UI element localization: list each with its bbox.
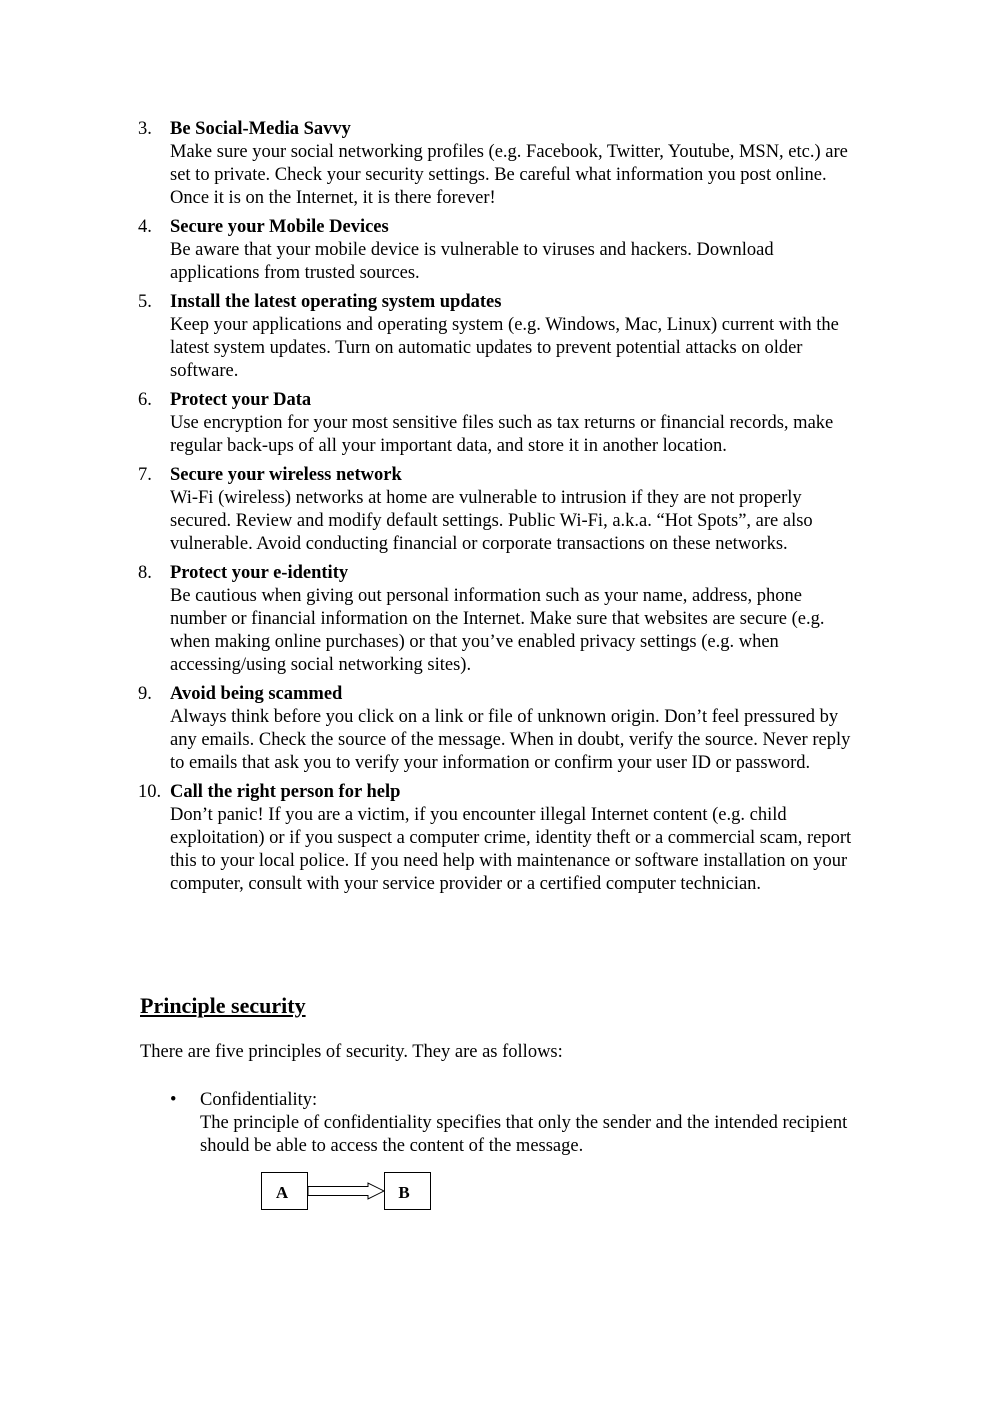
tip-body: Make sure your social networking profiles (e.g. Facebook, Twitter, Youtube, MSN, etc.) are set to private. Check your security settings. Be careful what information you post online. Once it is on the Internet, it is there forever! xyxy=(170,142,848,208)
tip-title: Protect your Data xyxy=(170,390,312,410)
bullet-title: Confidentiality: xyxy=(200,1090,318,1110)
tip-title: Protect your e-identity xyxy=(170,563,349,583)
tip-number: 3. xyxy=(138,119,152,139)
tip-number: 8. xyxy=(138,563,152,583)
arrow-a-to-b xyxy=(308,1183,384,1199)
tip-number: 7. xyxy=(138,465,152,485)
tip-number: 4. xyxy=(138,217,152,237)
box-b-label: B xyxy=(398,1183,410,1202)
tip-number: 10. xyxy=(138,782,162,802)
tip-body: Wi-Fi (wireless) networks at home are vulnerable to intrusion if they are not properly secured. Review and modify default settings. Public Wi-Fi, a.k.a. “Hot Spots”, are also vulnerable. Avoid conducting financial or corporate transactions on these networks. xyxy=(170,488,813,554)
box-a-label: A xyxy=(275,1183,289,1202)
section-intro: There are five principles of security. They are as follows: xyxy=(140,1042,563,1062)
tip-number: 6. xyxy=(138,390,152,410)
tip-number: 5. xyxy=(138,292,152,312)
section-heading: Principle security xyxy=(140,993,306,1018)
tip-body: Be cautious when giving out personal information such as your name, address, phone number or financial information on the Internet. Make sure that websites are secure (e.g. when making online purchases) or that you’ve enabled privacy settings (e.g. when accessing/using social networking sites). xyxy=(170,586,825,675)
tip-body: Keep your applications and operating system (e.g. Windows, Mac, Linux) current with the latest system updates. Turn on automatic updates to prevent potential attacks on older software. xyxy=(170,315,839,381)
bullet-marker: • xyxy=(170,1090,177,1110)
tip-body: Use encryption for your most sensitive files such as tax returns or financial records, make regular back-ups of all your important data, and store it in another location. xyxy=(170,413,834,456)
tip-title: Call the right person for help xyxy=(170,782,401,802)
tip-title: Secure your Mobile Devices xyxy=(170,217,389,237)
tip-number: 9. xyxy=(138,684,152,704)
bullet-body: The principle of confidentiality specifies that only the sender and the intended recipient should be able to access the content of the message. xyxy=(200,1113,848,1156)
tip-body: Don’t panic! If you are a victim, if you encounter illegal Internet content (e.g. child exploitation) or if you suspect a computer crime, identity theft or a commercial scam, report this to your local police. If you need help with maintenance or software installation on your computer, consult with your service provider or a certified computer technician. xyxy=(170,805,852,894)
tip-title: Secure your wireless network xyxy=(170,465,402,485)
tip-body: Be aware that your mobile device is vulnerable to viruses and hackers. Download applications from trusted sources. xyxy=(170,240,774,283)
tip-title: Avoid being scammed xyxy=(170,684,343,704)
tip-title: Install the latest operating system updates xyxy=(170,292,502,312)
tip-body: Always think before you click on a link or file of unknown origin. Don’t feel pressured by any emails. Check the source of the message. When in doubt, verify the source. Never reply to emails that ask you to verify your information or confirm your user ID or password. xyxy=(170,707,851,773)
tip-title: Be Social-Media Savvy xyxy=(170,119,351,139)
